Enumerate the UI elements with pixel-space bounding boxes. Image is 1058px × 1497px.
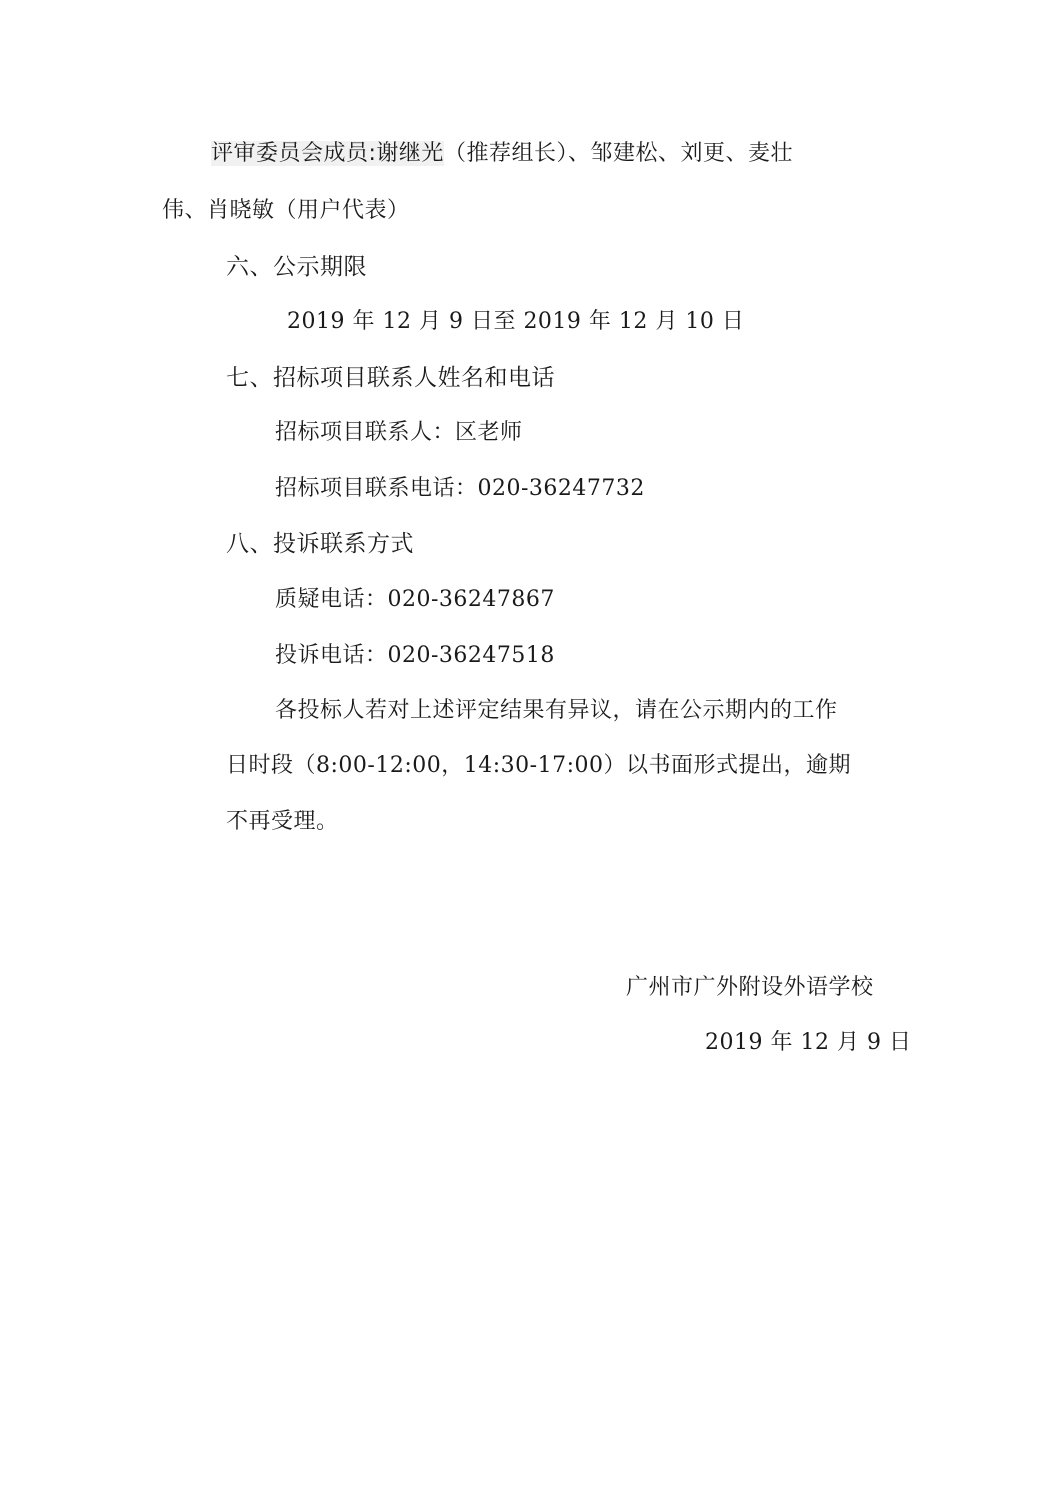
notice-line-3: 不再受理。 (226, 809, 339, 834)
contact-person: 招标项目联系人：区老师 (275, 420, 523, 445)
committee-line-2: 伟、肖晓敏（用户代表） (162, 198, 410, 223)
section-heading-period: 六、公示期限 (226, 254, 367, 280)
committee-leader: 谢继光 (376, 141, 444, 166)
committee-label: 评审委员会成员: (211, 141, 377, 166)
publicity-period: 2019 年 12 月 9 日至 2019 年 12 月 10 日 (287, 309, 745, 334)
notice-line-2: 日时段（8:00-12:00，14:30-17:00）以书面形式提出，逾期 (226, 753, 851, 778)
section-heading-complaint: 八、投诉联系方式 (226, 531, 414, 557)
signature-date: 2019 年 12 月 9 日 (705, 1030, 912, 1055)
section-heading-contact: 七、招标项目联系人姓名和电话 (226, 365, 555, 391)
committee-line-1 (211, 138, 793, 170)
query-phone: 质疑电话：020-36247867 (275, 587, 555, 612)
signature-org: 广州市广外附设外语学校 (626, 975, 874, 1000)
committee-members: （推荐组长）、邹建松、刘更、麦壮 (443, 141, 793, 166)
notice-line-1: 各投标人若对上述评定结果有异议，请在公示期内的工作 (275, 698, 838, 723)
complaint-phone: 投诉电话：020-36247518 (275, 643, 555, 668)
contact-phone: 招标项目联系电话：020-36247732 (275, 476, 645, 501)
